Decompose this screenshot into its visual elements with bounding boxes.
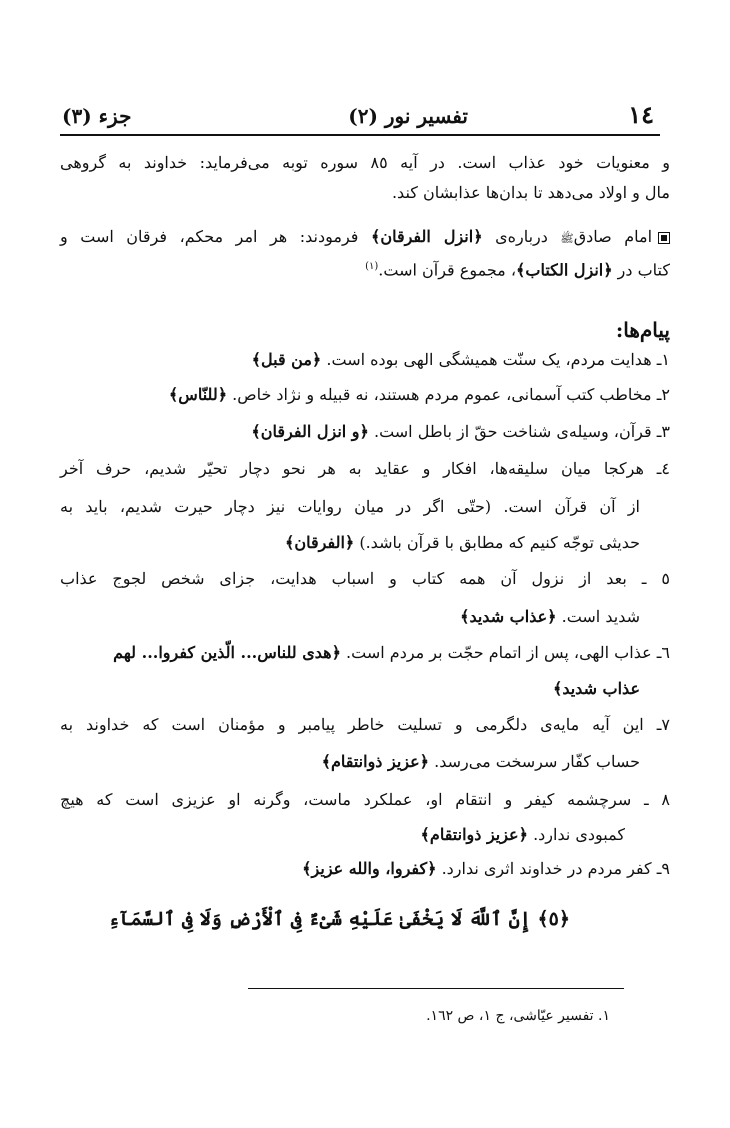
message-9 bbox=[60, 856, 670, 882]
message-6-line-2: عذاب شدید﴾ bbox=[552, 679, 640, 698]
body-line-1: و معنویات خود عذاب است. در آیه ٨٥ سوره توبه می‌فرماید: خداوند به گروهی bbox=[60, 153, 671, 172]
quran-verse: ﴿٥﴾ إِنَّ ٱللَّهَ لَا يَخْفَىٰ عَلَيْهِ شَىْءٌ فِى ٱلْأَرْضِ وَلَا فِى ٱلسَّمَآءِ bbox=[108, 908, 570, 930]
message-6-quote: ﴿هدی للناس... الّذین کفروا... لهم bbox=[113, 643, 341, 662]
page-number: ١٤ bbox=[628, 100, 654, 129]
imam-name: امام صادق bbox=[573, 227, 653, 246]
message-5-line-2 bbox=[60, 604, 640, 630]
header-rule bbox=[60, 134, 660, 136]
body-line-2: مال و اولاد می‌دهد تا بدان‌ها عذابشان کند. bbox=[391, 183, 670, 202]
message-8-line-1: ٨ ـ سرچشمه کیفر و انتقام او، عملکرد ماست، وگرنه او عزیزی است که هیچ bbox=[60, 790, 670, 809]
message-5-text: شدید است. bbox=[556, 607, 640, 626]
messages-heading: پیام‌ها: bbox=[615, 318, 670, 342]
part-label: جزء (٣) bbox=[62, 104, 132, 128]
footnote-ref: (١) bbox=[365, 261, 379, 272]
message-7-text: حساب کفّار سرسخت می‌رسد. bbox=[429, 752, 640, 771]
message-1-text: ١ـ هدایت مردم، یک سنّت همیشگی الهی بوده است. bbox=[321, 350, 670, 369]
message-6-text: ٦ـ عذاب الهی، پس از اتمام حجّت بر مردم است. bbox=[340, 643, 670, 662]
message-4-line-1: ٤ـ هرکجا میان سلیقه‌ها، افکار و عقاید به هر نحو دچار تحیّر شدیم، حرف آخر bbox=[60, 459, 670, 478]
message-7-quote: ﴿عزیز ذوانتقام﴾ bbox=[321, 752, 430, 771]
message-3 bbox=[60, 419, 670, 445]
message-3-quote: ﴿و انزل الفرقان﴾ bbox=[251, 422, 369, 441]
footnote-rule bbox=[248, 988, 624, 989]
body-line-4 bbox=[60, 254, 670, 283]
body-line-4-suffix: ، مجموع قرآن است. bbox=[378, 260, 516, 280]
message-5-line-1: ٥ ـ بعد از نزول آن همه کتاب و اسباب هدایت، جزای شخص لجوج عذاب bbox=[60, 569, 670, 588]
message-4-text: حدیثی توجّه کنیم که مطابق با قرآن باشد.) bbox=[354, 533, 640, 552]
body-line-4-prefix: کتاب در bbox=[612, 260, 670, 280]
footnote: ١. تفسیر عیّاشی، ج ١، ص ١٦٢. bbox=[426, 1008, 610, 1024]
message-1-quote: ﴿من قبل﴾ bbox=[251, 350, 322, 369]
message-8-text: کمبودی ندارد. bbox=[527, 825, 625, 844]
running-title: تفسیر نور (٢) bbox=[348, 104, 468, 128]
message-4-line-2: از آن قرآن است. (حتّی اگر در میان روایات نیز دچار حیرت شدیم، باید به bbox=[60, 497, 640, 516]
message-6-line-1 bbox=[60, 640, 670, 666]
bullet-square-icon bbox=[658, 232, 670, 244]
message-8-line-2 bbox=[60, 822, 625, 848]
message-2-quote: ﴿للنّاس﴾ bbox=[168, 385, 228, 404]
body-line-3-mid: درباره‌ی bbox=[482, 227, 561, 246]
message-8-quote: ﴿عزیز ذوانتقام﴾ bbox=[420, 825, 528, 844]
body-line-3 bbox=[60, 224, 670, 252]
message-2 bbox=[60, 382, 670, 408]
message-4-line-3 bbox=[60, 530, 640, 556]
message-9-quote: ﴿کفروا، والله عزیز﴾ bbox=[302, 859, 437, 878]
message-9-text: ٩ـ کفر مردم در خداوند اثری ندارد. bbox=[436, 859, 670, 878]
message-3-text: ٣ـ قرآن، وسیله‌ی شناخت حقّ از باطل است. bbox=[368, 422, 670, 441]
quote-anzal-furqan: ﴿انزل الفرقان﴾ bbox=[370, 227, 483, 246]
message-1 bbox=[60, 347, 670, 373]
quote-anzal-kitab: ﴿انزل الكتاب﴾ bbox=[516, 260, 613, 280]
page-header bbox=[60, 100, 658, 134]
message-5-quote: ﴿عذاب شدید﴾ bbox=[460, 607, 557, 626]
honorific-glyph: ﷺ bbox=[560, 232, 574, 245]
message-7-line-1: ٧ـ این آیه مایه‌ی دلگرمی و تسلیت خاطر پیامبر و مؤمنان است که خداوند به bbox=[60, 715, 670, 734]
body-line-3-suffix: فرمودند: هر امر محکم، فرقان است و bbox=[60, 227, 371, 246]
message-4-quote: ﴿الفرقان﴾ bbox=[285, 533, 355, 552]
message-2-text: ٢ـ مخاطب کتب آسمانی، عموم مردم هستند، نه قبیله و نژاد خاص. bbox=[227, 385, 670, 404]
message-7-line-2 bbox=[60, 749, 640, 775]
